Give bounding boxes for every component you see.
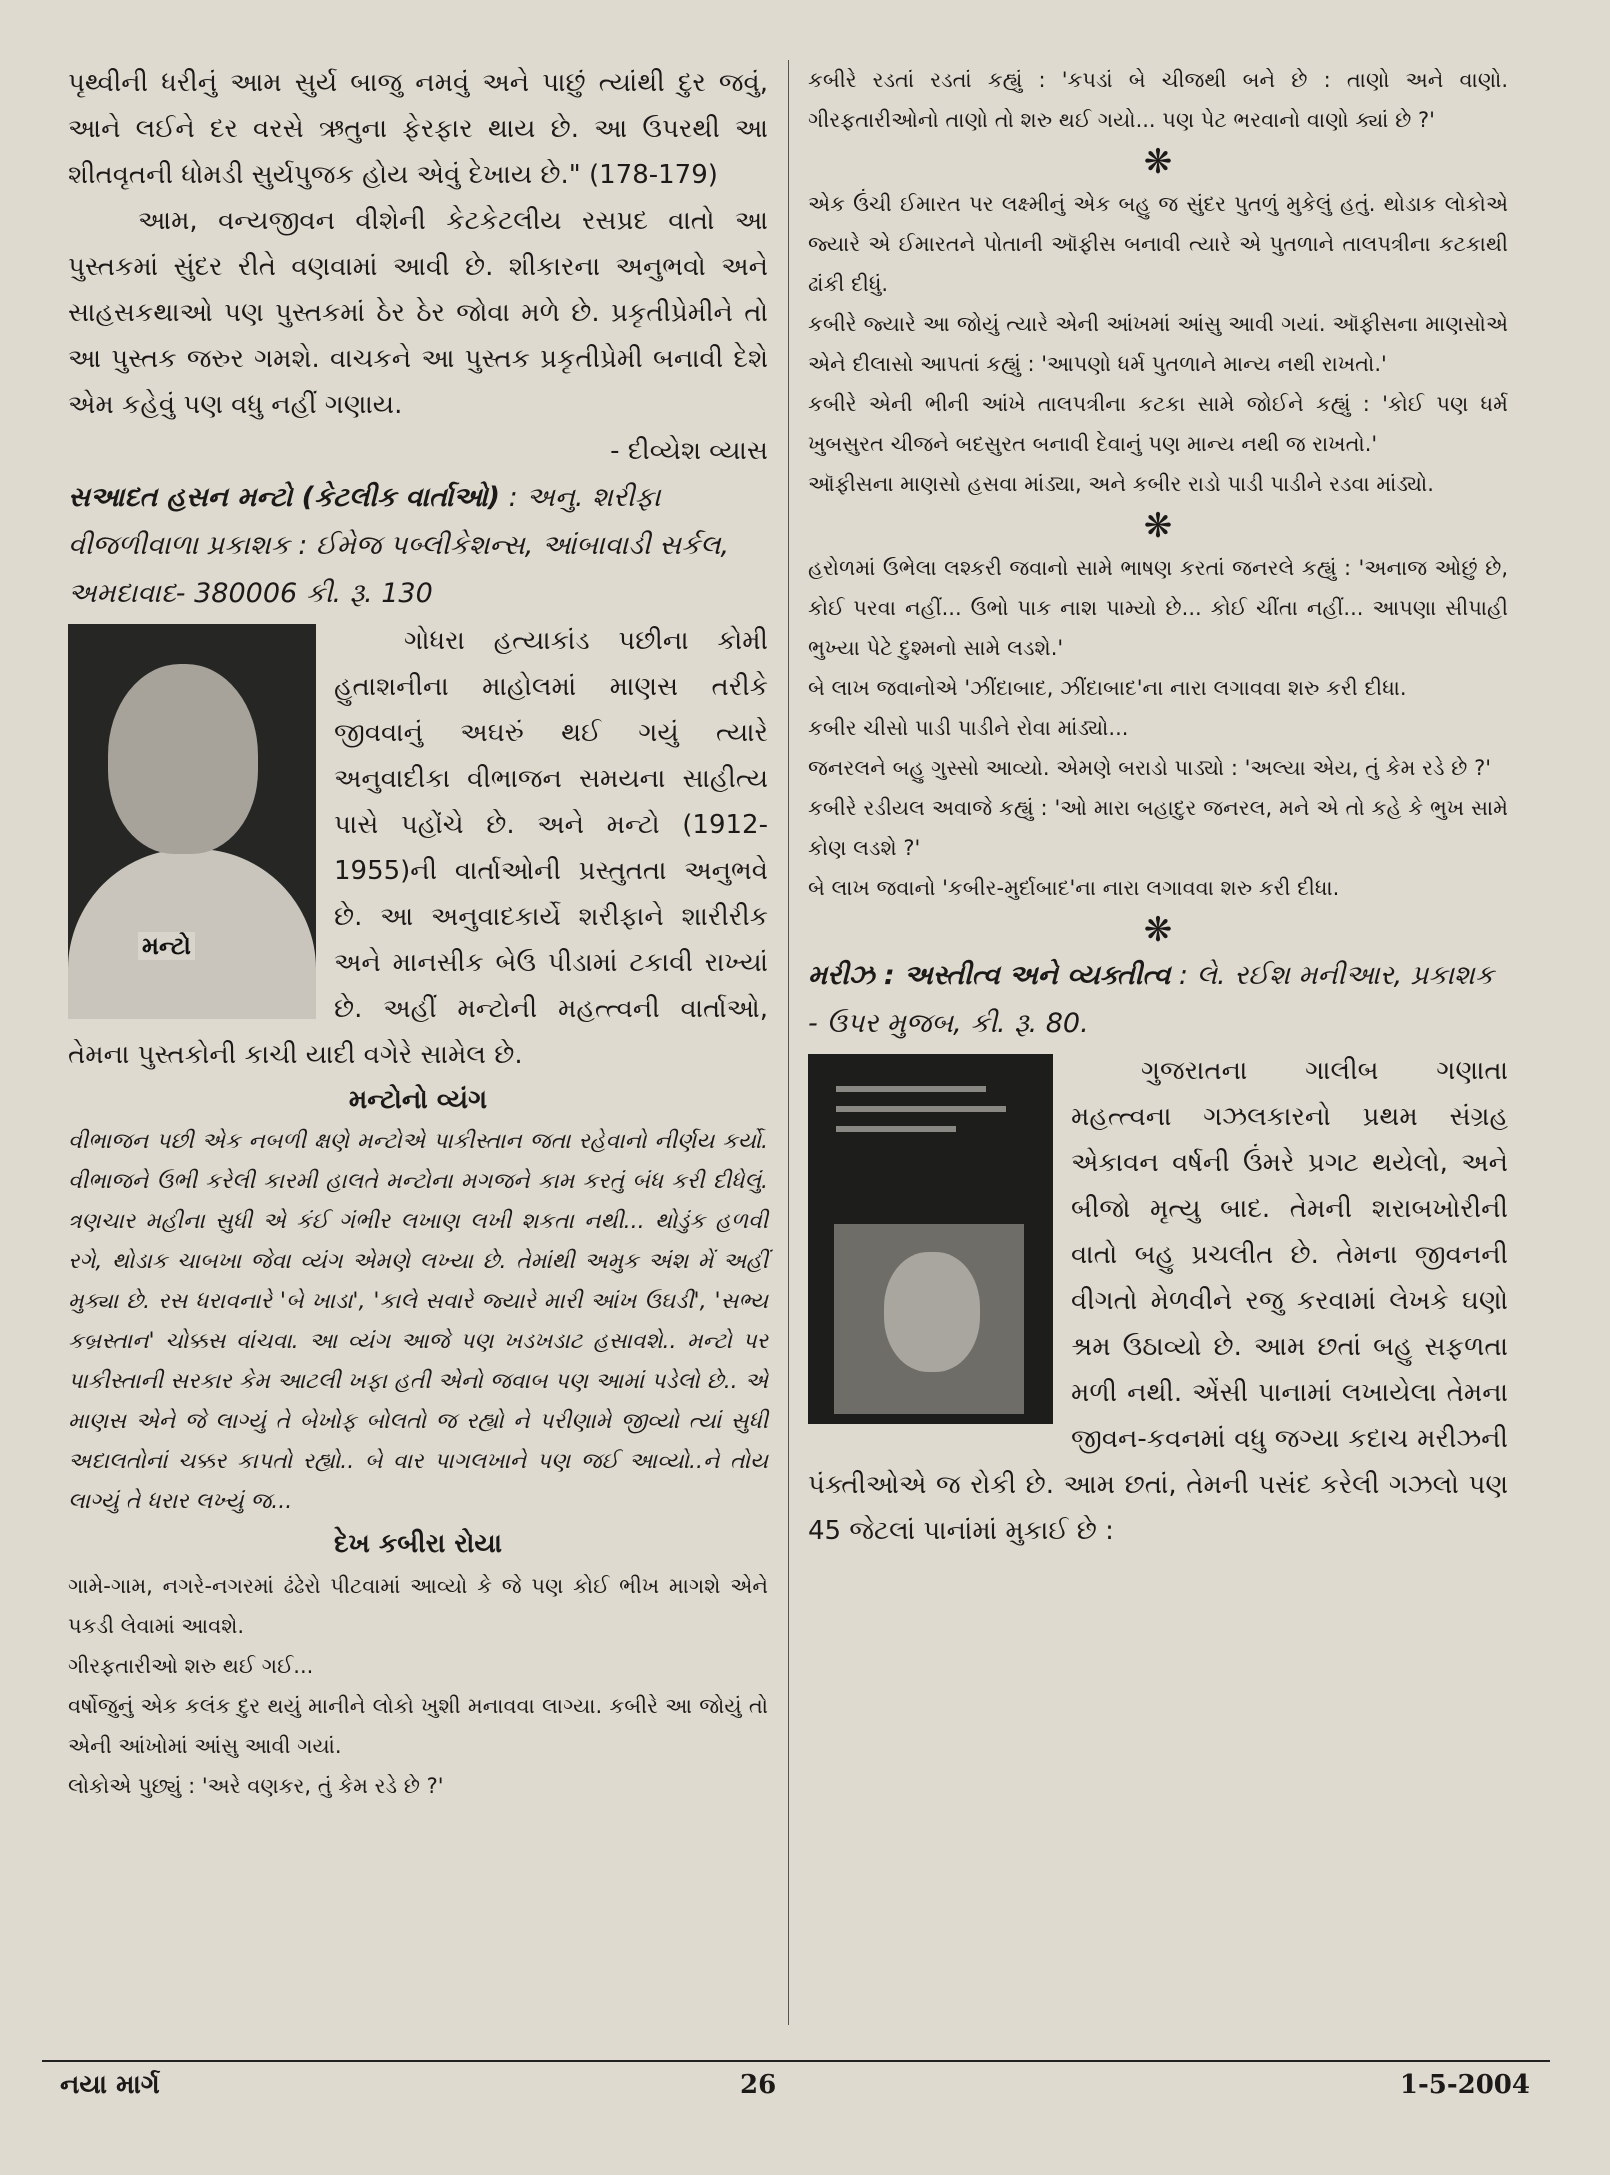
cover-portrait-face (108, 664, 258, 854)
kabir-story-line: કબીરે રડીયલ અવાજે કહ્યું : 'ઓ મારા બહાદુર જનરલ, મને એ તો કહે કે ભુખ સામે કોણ લડશે ?' (808, 796, 1508, 860)
subheading-manto-satire: મન્ટોનો વ્યંગ (348, 1085, 488, 1115)
kabir-story-line: ગીરફતારીઓ શરુ થઈ ગઈ... (68, 1654, 314, 1678)
page-footer (60, 2070, 1530, 2110)
kabir-story-line: લોકોએ પુછ્યું : 'અરે વણકર, તું કેમ રડે છે ?' (68, 1774, 444, 1798)
kabir-story-line: કબીરે એની ભીની આંખે તાલપત્રીના કટકા સામે જોઈને કહ્યું : 'કોઈ પણ ધર્મ ખુબસુરત ચીજને બદસુરત બનાવી દેવાનું પણ માન્ય નથી જ રાખતો.' (808, 392, 1508, 456)
page-number: 26 (740, 2070, 777, 2100)
book-entry-manto (68, 474, 768, 618)
kabir-story-line: કબીરે જ્યારે આ જોયું ત્યારે એની આંખમાં આંસુ આવી ગયાં. ઑફીસના માણસોએ એને દીલાસો આપતાં કહ્યું : 'આપણો ધર્મ પુતળાને માન્ય નથી રાખતો.' (808, 312, 1508, 376)
book-title-mariz: મરીઝ : અસ્તીત્વ અને વ્યક્તીત્વ (808, 960, 1171, 991)
book-entry-mariz (808, 952, 1508, 1048)
issue-date: 1-5-2004 (1399, 2070, 1530, 2100)
kabir-story-line: ઑફીસના માણસો હસવા માંડ્યા, અને કબીર રાડો પાડી પાડીને રડવા માંડ્યો. (808, 472, 1434, 496)
kabir-story-line: બે લાખ જવાનોએ 'ઝીંદાબાદ, ઝીંદાબાદ'ના નારા લગાવવા શરુ કરી દીધા. (808, 676, 1407, 700)
cover-title-lines (836, 1086, 1006, 1146)
section-separator-star: ❋ (1143, 142, 1173, 182)
kabir-story-line: વર્ષોજુનું એક કલંક દુર થયું માનીને લોકો ખુશી મનાવવા લાગ્યા. કબીરે આ જોયું તો એની આંખોમાં આંસુ આવી ગયાં. (68, 1694, 768, 1758)
section-separator-star: ❋ (1143, 506, 1173, 546)
footer-rule (42, 2060, 1550, 2062)
manto-satire-text: વીભાજન પછી એક નબળી ક્ષણે મન્ટોએ પાકીસ્તાન જતા રહેવાનો નીર્ણય કર્યો. વીભાજને ઉભી કરેલી કારમી હાલતે મન્ટોના મગજને કામ કરતું બંધ કરી દીધેલું. ત્રણચાર મહીના સુધી એ કંઈ ગંભીર લખાણ લખી શકતા નથી... થોડુંક હળવી રગે, થોડાક ચાબખા જેવા વ્યંગ એમણે લખ્યા છે. તેમાંથી અમુક અંશ મેં અહીં મુક્યા છે. રસ ધરાવનારે 'બે ખાડા', 'કાલે સવારે જ્યારે મારી આંખ ઉઘડી', 'સભ્ય કબ્રસ્તાન' ચોક્કસ વાંચવા. આ વ્યંગ આજે પણ ખડખડાટ હસાવશે.. મન્ટો પર પાકીસ્તાની સરકાર કેમ આટલી ખફા હતી એનો જવાબ પણ આમાં પડેલો છે.. એ માણસ એને જે લાગ્યું તે બેખોફ બોલતો જ રહ્યો ને પરીણામે જીવ્યો ત્યાં સુધી અદાલતોનાં ચક્કર કાપતો રહ્યો.. બે વાર પાગલખાને પણ જઈ આવ્યો..ને તોય લાગ્યું તે ધરાર લખ્યું જ... (68, 1129, 768, 1514)
book-title-manto: સઆદત હસન મન્ટો (કેટલીક વાર્તાઓ) (68, 482, 500, 513)
review-closing-text: પૃથ્વીની ધરીનું આમ સુર્ય બાજુ નમવું અને પાછું ત્યાંથી દુર જવું, આને લઈને દર વરસે ઋતુના ફેરફાર થાય છે. આ ઉપરથી આ શીતવૃતની ધોમડી સુર્યપુજક હોય એવું દેખાય છે." (178-179) (68, 68, 768, 190)
mariz-book-cover-image (808, 1054, 1053, 1424)
kabir-story-line: કબીરે રડતાં રડતાં કહ્યું : 'કપડાં બે ચીજથી બને છે : તાણો અને વાણો. ગીરફતારીઓનો તાણો તો શરુ થઈ ગયો... પણ પેટ ભરવાનો વાણો ક્યાં છે ?' (808, 68, 1508, 132)
cover-title-text: મન્ટો (138, 932, 195, 960)
kabir-story-line: એક ઉંચી ઈમારત પર લક્ષ્મીનું એક બહુ જ સુંદર પુતળું મુકેલું હતું. થોડાક લોકોએ જ્યારે એ ઈમારતને પોતાની ઑફીસ બનાવી ત્યારે એ પુતળાને તાલપત્રીના કટકાથી ઢાંકી દીધું. (808, 192, 1508, 296)
kabir-story-line: હરોળમાં ઉભેલા લશ્કરી જવાનો સામે ભાષણ કરતાં જનરલે કહ્યું : 'અનાજ ઓછું છે, કોઈ પરવા નહીં... ઉભો પાક નાશ પામ્યો છે... કોઈ ચીંતા નહીં... આપણા સીપાહી ભુખ્યા પેટે દુશ્મનો સામે લડશે.' (808, 556, 1508, 660)
book-details-mariz: : લે. રઈશ મનીઆર, પ્રકાશક - ઉપર મુજબ, કી. રૂ. 80. (808, 960, 1494, 1039)
mariz-review-text: ગુજરાતના ગાલીબ ગણાતા મહત્ત્વના ગઝલકારનો પ્રથમ સંગ્રહ એકાવન વર્ષની ઉંમરે પ્રગટ થયેલો, અને બીજો મૃત્યુ બાદ. તેમની શરાબખોરીની વાતો બહુ પ્રચલીત છે. તેમના જીવનની વીગતો મેળવીને રજુ કરવામાં લેખકે ઘણો શ્રમ ઉઠાવ્યો છે. આમ છતાં બહુ સફળતા મળી નથી. એંસી પાનામાં લખાયેલા તેમના જીવન-કવનમાં વધુ જગ્યા કદાચ મરીઝની પંક્તીઓએ જ રોકી છે. આમ છતાં, તેમની પસંદ કરેલી ગઝલો પણ 45 જેટલાં પાનાંમાં મુકાઈ છે : (808, 1056, 1508, 1546)
left-column (68, 60, 768, 2025)
manto-book-cover-image (68, 624, 316, 1019)
subheading-dekh-kabira: દેખ કબીરા રોયા (333, 1529, 503, 1559)
cover-portrait-head (884, 1252, 980, 1372)
manto-review-text: ગોધરા હત્યાકાંડ પછીના કોમી હુતાશનીના માહોલમાં માણસ તરીકે જીવવાનું અઘરું થઈ ગયું ત્યારે અનુવાદીકા વીભાજન સમયના સાહીત્ય પાસે પહોંચે છે. અને મન્ટો (1912-1955)ની વાર્તાઓની પ્રસ્તુતતા અનુભવે છે. આ અનુવાદકાર્યે શરીફાને શારીરીક અને માનસીક બેઉ પીડામાં ટકાવી રાખ્યાં છે. અહીં મન્ટોની મહત્ત્વની વાર્તાઓ, તેમના પુસ્તકોની કાચી યાદી વગેરે સામેલ છે. (68, 626, 768, 1070)
reviewer-signature: - દીવ્યેશ વ્યાસ (610, 436, 768, 466)
kabir-story-line: ગામે-ગામ, નગરે-નગરમાં ઢંઢેરો પીટવામાં આવ્યો કે જે પણ કોઈ ભીખ માગશે એને પકડી લેવામાં આવશે. (68, 1574, 768, 1638)
right-column (808, 60, 1508, 2025)
kabir-story-line: કબીર ચીસો પાડી પાડીને રોવા માંડ્યો... (808, 716, 1129, 740)
section-separator-star: ❋ (1143, 910, 1173, 950)
magazine-name: નયા માર્ગ (60, 2070, 160, 2100)
kabir-story-line: બે લાખ જવાનો 'કબીર-મુર્દાબાદ'ના નારા લગાવવા શરુ કરી દીધા. (808, 876, 1340, 900)
review-summary: આમ, વન્યજીવન વીશેની કેટકેટલીય રસપ્રદ વાતો આ પુસ્તકમાં સુંદર રીતે વણવામાં આવી છે. શીકારના અનુભવો અને સાહસકથાઓ પણ પુસ્તકમાં ઠેર ઠેર જોવા મળે છે. પ્રકૃતીપ્રેમીને તો આ પુસ્તક જરુર ગમશે. વાચકને આ પુસ્તક પ્રકૃતીપ્રેમી બનાવી દેશે એમ કહેવું પણ વધુ નહીં ગણાય. (68, 206, 768, 420)
column-divider (788, 60, 789, 2025)
kabir-story-line: જનરલને બહુ ગુસ્સો આવ્યો. એમણે બરાડો પાડ્યો : 'અલ્યા એય, તું કેમ રડે છે ?' (808, 756, 1491, 780)
cover-portrait-photo (834, 1224, 1024, 1414)
book-details-manto: : અનુ. શરીફા વીજળીવાળા પ્રકાશક : ઈમેજ પબ્લીકેશન્સ, આંબાવાડી સર્કલ, અમદાવાદ- 380006 કી. રૂ. 130 (68, 482, 730, 609)
